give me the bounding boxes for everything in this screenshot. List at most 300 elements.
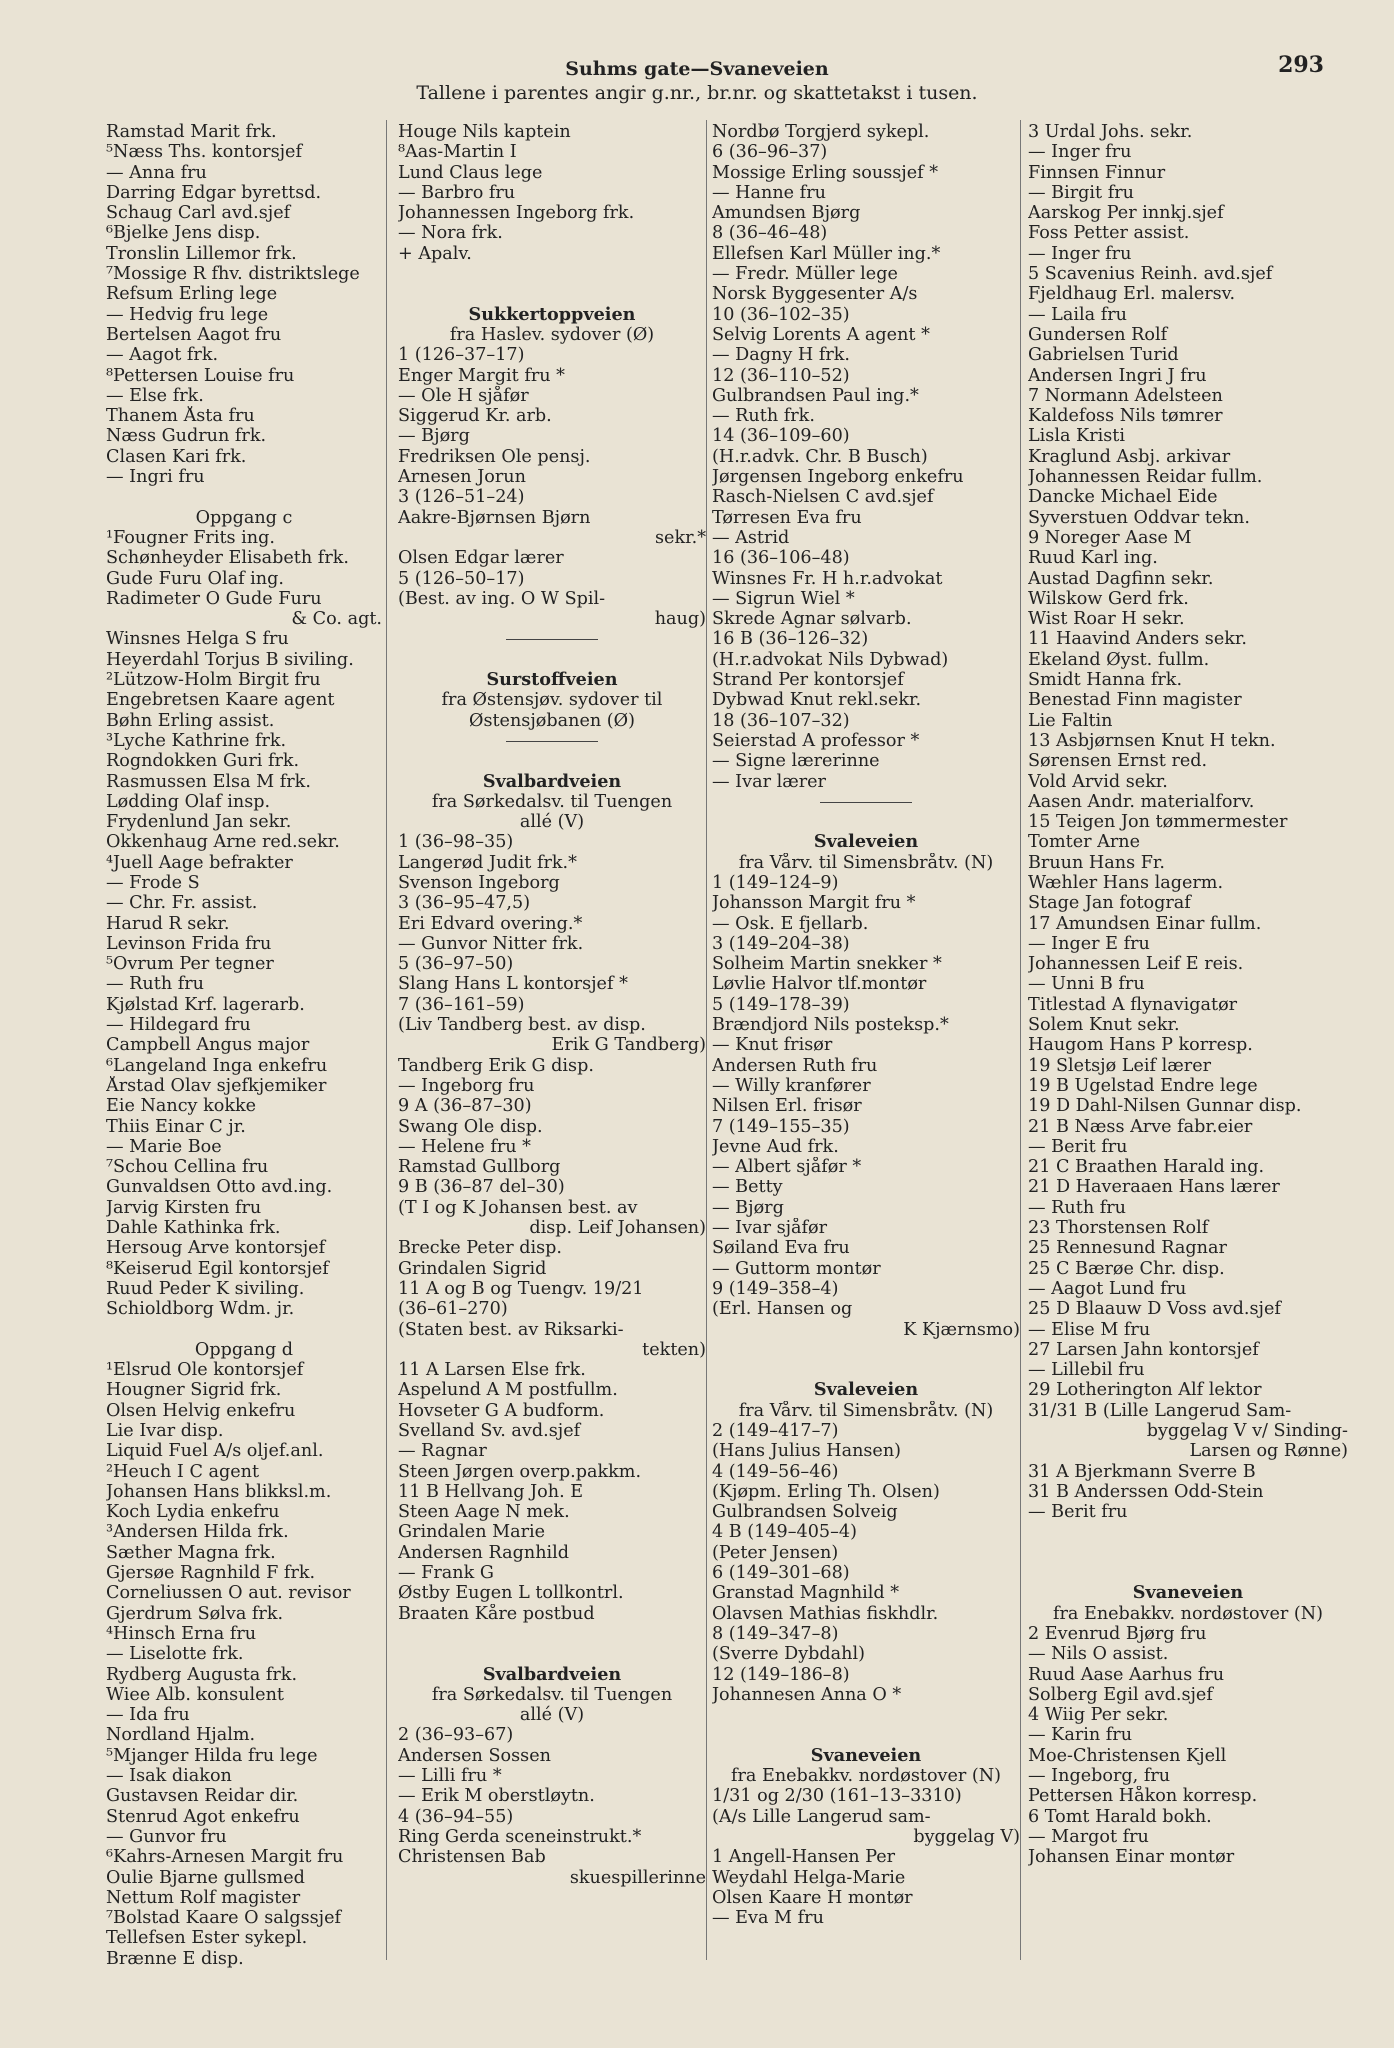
directory-line: — Osk. E fjellarb. <box>712 913 869 934</box>
directory-line: — Knut frisør <box>712 1035 833 1056</box>
directory-line: Lisla Kristi <box>1028 426 1125 447</box>
directory-line: 25 Rennesund Ragnar <box>1028 1238 1227 1259</box>
directory-line: Svenson Ingeborg <box>398 872 560 893</box>
directory-line: Olsen Kaare H montør <box>712 1887 913 1908</box>
directory-line: — Hedvig fru lege <box>106 304 269 325</box>
directory-line: Kaldefoss Nils tømrer <box>1028 406 1223 427</box>
directory-line: fra Enebakkv. nordøstover (N) <box>730 1766 1002 1787</box>
directory-line: Gustavsen Reidar dir. <box>106 1786 299 1807</box>
directory-line: Bruun Hans Fr. <box>1028 852 1165 873</box>
directory-line: 8 (149–347–8) <box>712 1623 839 1644</box>
spacer <box>398 650 706 670</box>
directory-line: 25 D Blaauw D Voss avd.sjef <box>1028 1299 1281 1320</box>
directory-line: Johannessen Ingeborg frk. <box>398 203 635 224</box>
directory-line: Jarvig Kirsten fru <box>106 1197 262 1218</box>
directory-line: 7 (149–155–35) <box>712 1116 850 1137</box>
directory-line: 16 (36–106–48) <box>712 548 850 569</box>
directory-line: Liquid Fuel A/s oljef.anl. <box>106 1441 324 1462</box>
directory-line: Ekeland Øyst. fullm. <box>1028 649 1210 670</box>
directory-line: 21 B Næss Arve fabr.eier <box>1028 1116 1253 1137</box>
directory-line: Ruud Aase Aarhus fru <box>1028 1664 1225 1685</box>
directory-line: — Aagot Lund fru <box>1028 1278 1187 1299</box>
directory-line: Swang Ole disp. <box>398 1116 543 1137</box>
directory-line: 7 Normann Adelsteen <box>1028 385 1223 406</box>
directory-line: Østby Eugen L tollkontrl. <box>398 1583 624 1604</box>
directory-line: Tronslin Lillemor frk. <box>106 243 297 264</box>
directory-line: Okkenhaug Arne red.sekr. <box>106 832 340 853</box>
directory-line: — Ivar sjåfør <box>712 1218 828 1239</box>
directory-line: 14 (36–109–60) <box>712 426 850 447</box>
directory-line: — Inger fru <box>1028 142 1132 163</box>
directory-line: Eri Edvard overing.* <box>398 913 583 934</box>
directory-line: Aasen Andr. materialforv. <box>1028 791 1255 812</box>
directory-line: 11 A Larsen Else frk. <box>398 1360 586 1381</box>
directory-line: Oppgang c <box>195 507 293 528</box>
column-4 <box>1028 122 1348 1868</box>
directory-line: fra Haslev. sydover (Ø) <box>449 324 655 345</box>
directory-line: Wiee Alb. konsulent <box>106 1684 284 1705</box>
directory-line: — Unni B fru <box>1028 974 1145 995</box>
spacer <box>712 1705 1020 1725</box>
directory-line: Skrede Agnar sølvarb. <box>712 609 912 630</box>
directory-line: 21 D Haveraaen Hans lærer <box>1028 1177 1280 1198</box>
directory-line: Harud R sekr. <box>106 913 230 934</box>
directory-line: — Isak diakon <box>106 1766 232 1787</box>
directory-line: ²Heuch I C agent <box>106 1461 260 1482</box>
directory-line: — Aagot frk. <box>106 345 219 366</box>
directory-line: Fjeldhaug Erl. malersv. <box>1028 284 1236 305</box>
directory-line: Pettersen Håkon korresp. <box>1028 1786 1258 1807</box>
directory-line: Wist Roar H sekr. <box>1028 609 1185 630</box>
directory-line: Gundersen Rolf <box>1028 324 1168 345</box>
directory-line: Andersen Ragnhild <box>398 1542 570 1563</box>
directory-line: ²Lützow-Holm Birgit fru <box>106 670 321 691</box>
directory-line: — Albert sjåfør * <box>712 1157 862 1178</box>
directory-line: Ramstad Marit frk. <box>106 122 277 142</box>
directory-line: Schioldborg Wdm. jr. <box>106 1299 295 1320</box>
street-heading: Svalbardveien <box>482 771 622 792</box>
directory-line: (A/s Lille Langerud sam- <box>712 1806 931 1827</box>
directory-line: Koch Lydia enkefru <box>106 1502 280 1523</box>
directory-line: ⁵Næss Ths. kontorsjef <box>106 142 302 163</box>
spacer <box>398 1644 706 1664</box>
directory-line: Svelland Sv. avd.sjef <box>398 1421 581 1441</box>
section-rule <box>398 731 706 751</box>
directory-line: Levinson Frida fru <box>106 933 272 954</box>
directory-line: 12 (149–186–8) <box>712 1664 850 1685</box>
directory-line: Oppgang d <box>194 1339 294 1360</box>
directory-line: Corneliussen O aut. revisor <box>106 1583 351 1604</box>
directory-line: — Ruth frk. <box>712 406 815 427</box>
directory-line: (36–61–270) <box>398 1299 508 1320</box>
directory-line: ¹Elsrud Ole kontorsjef <box>106 1360 304 1381</box>
directory-line: Ring Gerda sceneinstrukt.* <box>398 1826 642 1847</box>
directory-line: 23 Thorstensen Rolf <box>1028 1218 1209 1239</box>
directory-line: Clasen Kari frk. <box>106 446 247 467</box>
directory-line: (Hans Julius Hansen) <box>712 1441 902 1462</box>
column-divider <box>1020 120 1021 1960</box>
directory-line: Lie Faltin <box>1028 710 1113 731</box>
directory-line: Ruud Karl ing. <box>1028 548 1158 569</box>
directory-line: Heyerdahl Torjus B siviling. <box>106 649 354 670</box>
directory-line: 29 Lotherington Alf lektor <box>1028 1380 1262 1401</box>
directory-line: Solheim Martin snekker * <box>712 954 942 975</box>
street-heading: Surstoffveien <box>486 670 618 691</box>
directory-line: Bøhn Erling assist. <box>106 710 275 731</box>
directory-line: — Gunvor fru <box>106 1826 227 1847</box>
directory-line: Gabrielsen Turid <box>1028 345 1179 366</box>
directory-line: Lie Ivar disp. <box>106 1421 224 1441</box>
directory-line: 9 A (36–87–30) <box>398 1096 532 1117</box>
column-divider <box>386 120 387 1960</box>
directory-line: ¹Fougner Frits ing. <box>106 527 275 548</box>
directory-line: Rasch-Nielsen C avd.sjef <box>712 487 934 508</box>
directory-line: 3 Urdal Johs. sekr. <box>1028 122 1193 142</box>
directory-line: Nettum Rolf magister <box>106 1887 301 1908</box>
directory-line: Selvig Lorents A agent * <box>712 324 930 345</box>
directory-line: Tandberg Erik G disp. <box>398 1055 594 1076</box>
directory-line: — Astrid <box>712 527 790 548</box>
spacer <box>1028 1563 1348 1583</box>
directory-line: K Kjærnsmo) <box>903 1319 1020 1340</box>
directory-line: Johannesen Anna O * <box>712 1684 902 1705</box>
directory-line: Mossige Erling soussjef * <box>712 162 939 183</box>
directory-line: 1 Angell-Hansen Per <box>712 1847 896 1868</box>
directory-line: Lund Claus lege <box>398 162 543 183</box>
directory-line: 18 (36–107–32) <box>712 710 850 731</box>
directory-line: (Kjøpm. Erling Th. Olsen) <box>712 1481 940 1502</box>
directory-line: Steen Jørgen overp.pakkm. <box>398 1461 642 1482</box>
directory-line: — Betty <box>712 1177 783 1198</box>
spacer <box>106 487 382 507</box>
directory-line: Aarskog Per innkj.sjef <box>1028 203 1224 224</box>
section-rule <box>398 629 706 649</box>
directory-line: Seierstad A professor * <box>712 730 920 751</box>
directory-line: haug) <box>654 609 706 630</box>
directory-line: — Ingeborg fru <box>398 1075 535 1096</box>
directory-line: fra Sørkedalsv. til Tuengen <box>431 791 673 812</box>
directory-line: Winsnes Helga S fru <box>106 629 289 650</box>
directory-line: Gjerdrum Sølva frk. <box>106 1603 284 1624</box>
directory-line: Wæhler Hans lagerm. <box>1028 872 1224 893</box>
directory-line: Dancke Michael Eide <box>1028 487 1218 508</box>
directory-line: Nilsen Erl. frisør <box>712 1096 862 1117</box>
directory-line: 8 (36–46–48) <box>712 223 828 244</box>
directory-line: Olsen Helvig enkefru <box>106 1400 296 1421</box>
directory-line: fra Sørkedalsv. til Tuengen <box>431 1684 673 1705</box>
directory-line: 5 Scavenius Reinh. avd.sjef <box>1028 264 1273 285</box>
directory-line: ⁸Keiserud Egil kontorsjef <box>106 1258 329 1279</box>
directory-line: — Ragnar <box>398 1441 487 1462</box>
directory-line: — Eva M fru <box>712 1908 824 1929</box>
directory-line: 19 Sletsjø Leif lærer <box>1028 1055 1212 1076</box>
spacer <box>398 264 706 284</box>
directory-line: 3 (126–51–24) <box>398 487 525 508</box>
directory-line: — Laila fru <box>1028 304 1127 325</box>
directory-line: 11 B Hellvang Joh. E <box>398 1481 584 1502</box>
directory-line: — Marie Boe <box>106 1136 222 1157</box>
directory-line: 11 A og B og Tuengv. 19/21 <box>398 1278 644 1299</box>
directory-line: Strand Per kontorsjef <box>712 670 904 691</box>
directory-line: Østensjøbanen (Ø) <box>469 710 635 731</box>
directory-line: tekten) <box>642 1339 706 1360</box>
directory-line: — Nora frk. <box>398 223 503 244</box>
directory-line: 15 Teigen Jon tømmermester <box>1028 812 1288 833</box>
directory-line: 7 (36–161–59) <box>398 994 525 1015</box>
street-heading: Svaleveien <box>813 1380 919 1401</box>
directory-line: Aspelund A M postfullm. <box>398 1380 618 1401</box>
directory-line: — Helene fru * <box>398 1136 531 1157</box>
directory-line: Haugom Hans P korresp. <box>1028 1035 1253 1056</box>
directory-line: (Liv Tandberg best. av disp. <box>398 1015 646 1036</box>
directory-line: Gulbrandsen Solveig <box>712 1502 898 1523</box>
directory-line: ⁵Mjanger Hilda fru lege <box>106 1745 318 1766</box>
directory-line: Olavsen Mathias fiskhdlr. <box>712 1603 939 1624</box>
directory-line: — Berit fru <box>1028 1136 1128 1157</box>
directory-line: 1 (36–98–35) <box>398 832 514 853</box>
directory-line: Winsnes Fr. H h.r.advokat <box>712 568 943 589</box>
directory-line: — Ingri fru <box>106 467 205 488</box>
directory-line: Gulbrandsen Paul ing.* <box>712 385 919 406</box>
directory-line: 19 B Ugelstad Endre lege <box>1028 1075 1258 1096</box>
directory-line: Gjersøe Ragnhild F frk. <box>106 1563 316 1584</box>
directory-line: Johannessen Reidar fullm. <box>1028 467 1263 488</box>
directory-line: Hersoug Arve kontorsjef <box>106 1238 326 1259</box>
directory-line: Finnsen Finnur <box>1028 162 1166 183</box>
directory-line: ⁸Aas-Martin I <box>398 142 517 163</box>
directory-line: ⁸Pettersen Louise fru <box>106 365 295 386</box>
directory-line: — Dagny H frk. <box>712 345 851 366</box>
directory-line: 6 (36–96–37) <box>712 142 828 163</box>
directory-line: — Liselotte frk. <box>106 1644 244 1665</box>
directory-line: — Ida fru <box>106 1705 190 1726</box>
directory-line: allé (V) <box>519 812 585 833</box>
directory-line: (Erl. Hansen og <box>712 1299 853 1320</box>
directory-line: ⁶Langeland Inga enkefru <box>106 1055 328 1076</box>
directory-line: — Ole H sjåfør <box>398 385 529 406</box>
spacer <box>398 284 706 304</box>
column-divider <box>706 120 707 1960</box>
directory-line: Hougner Sigrid frk. <box>106 1380 282 1401</box>
directory-line: 1/31 og 2/30 (161–13–3310) <box>712 1786 962 1807</box>
directory-line: — Bjørg <box>398 426 470 447</box>
directory-line: — Inger fru <box>1028 243 1132 264</box>
directory-line: ⁵Ovrum Per tegner <box>106 954 274 975</box>
directory-line: Rogndokken Guri frk. <box>106 751 300 772</box>
directory-line: 11 Haavind Anders sekr. <box>1028 629 1247 650</box>
directory-line: Brændjord Nils posteksp.* <box>712 1015 949 1036</box>
directory-line: 16 B (36–126–32) <box>712 629 869 650</box>
directory-line: (H.r.advokat Nils Dybwad) <box>712 649 949 670</box>
directory-line: 2 (149–417–7) <box>712 1421 839 1441</box>
directory-line: Arnesen Jorun <box>398 467 526 488</box>
directory-line: 19 D Dahl-Nilsen Gunnar disp. <box>1028 1096 1302 1117</box>
directory-line: 5 (126–50–17) <box>398 568 525 589</box>
directory-line: — Signe lærerinne <box>712 751 880 772</box>
directory-line: 17 Amundsen Einar fullm. <box>1028 913 1262 934</box>
directory-line: Dybwad Knut rekl.sekr. <box>712 690 922 711</box>
directory-line: Gunvaldsen Otto avd.ing. <box>106 1177 333 1198</box>
directory-line: 2 Evenrud Bjørg fru <box>1028 1623 1207 1644</box>
directory-line: ⁷Mossige R fhv. distriktslege <box>106 264 360 285</box>
directory-line: Andersen Ruth fru <box>712 1055 878 1076</box>
directory-line: 21 C Braathen Harald ing. <box>1028 1157 1265 1178</box>
directory-line: Fredriksen Ole pensj. <box>398 446 591 467</box>
directory-line: Vold Arvid sekr. <box>1028 771 1168 792</box>
directory-line: — Hildegard fru <box>106 1015 251 1036</box>
directory-line: Ruud Peder K siviling. <box>106 1278 305 1299</box>
directory-line: Smidt Hanna frk. <box>1028 670 1183 691</box>
page-title: Suhms gate—Svaneveien <box>565 58 829 80</box>
directory-line: Eie Nancy kokke <box>106 1096 257 1117</box>
directory-line: Gude Furu Olaf ing. <box>106 568 284 589</box>
directory-line: Refsum Erling lege <box>106 284 278 305</box>
directory-line: 3 (149–204–38) <box>712 933 850 954</box>
directory-line: byggelag V) <box>913 1826 1020 1847</box>
directory-line: — Else frk. <box>106 385 204 406</box>
directory-line: Johannessen Leif E reis. <box>1028 954 1244 975</box>
directory-line: Christensen Bab <box>398 1847 546 1868</box>
directory-line: Tellefsen Ester sykepl. <box>106 1928 308 1949</box>
directory-line: — Ruth fru <box>1028 1197 1127 1218</box>
directory-line: Rydberg Augusta frk. <box>106 1664 298 1685</box>
directory-line: Nordland Hjalm. <box>106 1725 256 1746</box>
directory-line: 5 (36–97–50) <box>398 954 514 975</box>
directory-line: Tomter Arne <box>1028 832 1140 853</box>
directory-line: 4 B (149–405–4) <box>712 1522 857 1543</box>
directory-line: Hovseter G A budform. <box>398 1400 605 1421</box>
directory-line: 31/31 B (Lille Langerud Sam- <box>1028 1400 1292 1421</box>
column-1 <box>106 122 382 1969</box>
directory-line: Olsen Edgar lærer <box>398 548 564 569</box>
directory-line: 1 (149–124–9) <box>712 872 839 893</box>
directory-line: — Anna fru <box>106 162 207 183</box>
directory-line: Syverstuen Oddvar tekn. <box>1028 507 1250 528</box>
directory-line: — Margot fru <box>1028 1826 1149 1847</box>
directory-line: fra Østensjøv. sydover til <box>441 690 663 711</box>
directory-line: Moe-Christensen Kjell <box>1028 1745 1227 1766</box>
spacer <box>1028 1522 1348 1542</box>
directory-line: — Ivar lærer <box>712 771 826 792</box>
directory-line: Houge Nils kaptein <box>398 122 571 142</box>
directory-line: fra Enebakkv. nordøstover (N) <box>1052 1603 1324 1624</box>
directory-line: Løvlie Halvor tlf.montør <box>712 974 927 995</box>
directory-line: — Lilli fru * <box>398 1766 502 1787</box>
directory-line: — Barbro fru <box>398 182 516 203</box>
directory-line: Siggerud Kr. arb. <box>398 406 552 427</box>
spacer <box>712 1340 1020 1360</box>
directory-line: Rasmussen Elsa M frk. <box>106 771 311 792</box>
directory-line: (Sverre Dybdahl) <box>712 1644 865 1665</box>
directory-line: Andersen Ingri J fru <box>1028 365 1207 386</box>
directory-line: Norsk Byggesenter A/s <box>712 284 918 305</box>
directory-line: Slang Hans L kontorsjef * <box>398 974 628 995</box>
directory-line: Granstad Magnhild * <box>712 1583 900 1604</box>
directory-line: — Hanne fru <box>712 182 826 203</box>
directory-line: (Peter Jensen) <box>712 1542 839 1563</box>
directory-line: Johansen Einar montør <box>1028 1847 1235 1868</box>
directory-line: Nordbø Torgjerd sykepl. <box>712 122 930 142</box>
directory-line: sekr.* <box>655 527 706 548</box>
directory-line: ⁷Bolstad Kaare O salgssjef <box>106 1908 342 1929</box>
page-number: 293 <box>1278 52 1324 78</box>
directory-line: Wilskow Gerd frk. <box>1028 588 1189 609</box>
directory-line: — Inger E fru <box>1028 933 1150 954</box>
directory-line: 4 Wiig Per sekr. <box>1028 1705 1169 1726</box>
street-heading: Svaneveien <box>810 1745 922 1766</box>
directory-line: — Ruth fru <box>106 974 205 995</box>
street-heading: Svalbardveien <box>482 1664 622 1685</box>
spacer <box>712 1360 1020 1380</box>
directory-line: 25 C Bærøe Chr. disp. <box>1028 1258 1225 1279</box>
directory-line: — Elise M fru <box>1028 1319 1151 1340</box>
directory-line: Kraglund Asbj. arkivar <box>1028 446 1231 467</box>
directory-line: (H.r.advk. Chr. B Busch) <box>712 446 928 467</box>
directory-line: 10 (36–102–35) <box>712 304 850 325</box>
directory-line: Aakre-Bjørnsen Bjørn <box>398 507 591 528</box>
spacer <box>398 1624 706 1644</box>
directory-line: Ramstad Gullborg <box>398 1157 561 1178</box>
directory-line: Titlestad A flynavigatør <box>1028 994 1238 1015</box>
directory-line: Sørensen Ernst red. <box>1028 751 1208 772</box>
directory-line: — Berit fru <box>1028 1502 1128 1523</box>
directory-line: — Chr. Fr. assist. <box>106 893 258 914</box>
directory-line: Dahle Kathinka frk. <box>106 1218 281 1239</box>
directory-line: + Apalv. <box>398 243 472 264</box>
directory-line: — Fredr. Müller lege <box>712 264 898 285</box>
section-rule <box>712 792 1020 812</box>
directory-line: — Frank G <box>398 1563 494 1584</box>
directory-line: 4 (149–56–46) <box>712 1461 839 1482</box>
street-heading: Svaleveien <box>813 832 919 853</box>
street-heading: Sukkertoppveien <box>468 304 636 325</box>
directory-line: — Willy kranfører <box>712 1075 871 1096</box>
directory-line: — Erik M oberstløytn. <box>398 1786 595 1807</box>
directory-line: Johansson Margit fru * <box>712 893 916 914</box>
spacer <box>398 751 706 771</box>
directory-line: 12 (36–110–52) <box>712 365 850 386</box>
directory-line: fra Vårv. til Simensbråtv. (N) <box>738 852 994 873</box>
directory-line: ⁷Schou Cellina fru <box>106 1157 269 1178</box>
directory-line: 6 (149–301–68) <box>712 1563 850 1584</box>
directory-line: 9 (149–358–4) <box>712 1278 839 1299</box>
directory-line: 27 Larsen Jahn kontorsjef <box>1028 1339 1259 1360</box>
directory-line: Schønheyder Elisabeth frk. <box>106 548 349 569</box>
spacer <box>712 1725 1020 1745</box>
spacer <box>1028 1543 1348 1563</box>
directory-line: fra Vårv. til Simensbråtv. (N) <box>738 1400 994 1421</box>
directory-line: Engebretsen Kaare agent <box>106 690 335 711</box>
directory-line: Kjølstad Krf. lagerarb. <box>106 994 305 1015</box>
directory-line: 4 (36–94–55) <box>398 1806 514 1827</box>
directory-line: — Nils O assist. <box>1028 1644 1169 1665</box>
directory-line: — Bjørg <box>712 1197 784 1218</box>
directory-line: Jevne Aud frk. <box>712 1136 839 1157</box>
directory-line: Lødding Olaf insp. <box>106 791 271 812</box>
directory-line: ³Andersen Hilda frk. <box>106 1522 289 1543</box>
directory-line: — Birgit fru <box>1028 182 1134 203</box>
directory-line: Solem Knut sekr. <box>1028 1015 1180 1036</box>
directory-line: & Co. agt. <box>291 609 382 630</box>
directory-line: Amundsen Bjørg <box>712 203 861 224</box>
directory-line: Enger Margit fru * <box>398 365 565 386</box>
spacer <box>106 1320 382 1340</box>
directory-line: (Best. av ing. O W Spil- <box>398 588 606 609</box>
directory-line: allé (V) <box>519 1705 585 1726</box>
directory-line: disp. Leif Johansen) <box>529 1218 706 1239</box>
directory-line: ³Lyche Kathrine frk. <box>106 730 287 751</box>
directory-line: (Staten best. av Riksarki- <box>398 1319 624 1340</box>
